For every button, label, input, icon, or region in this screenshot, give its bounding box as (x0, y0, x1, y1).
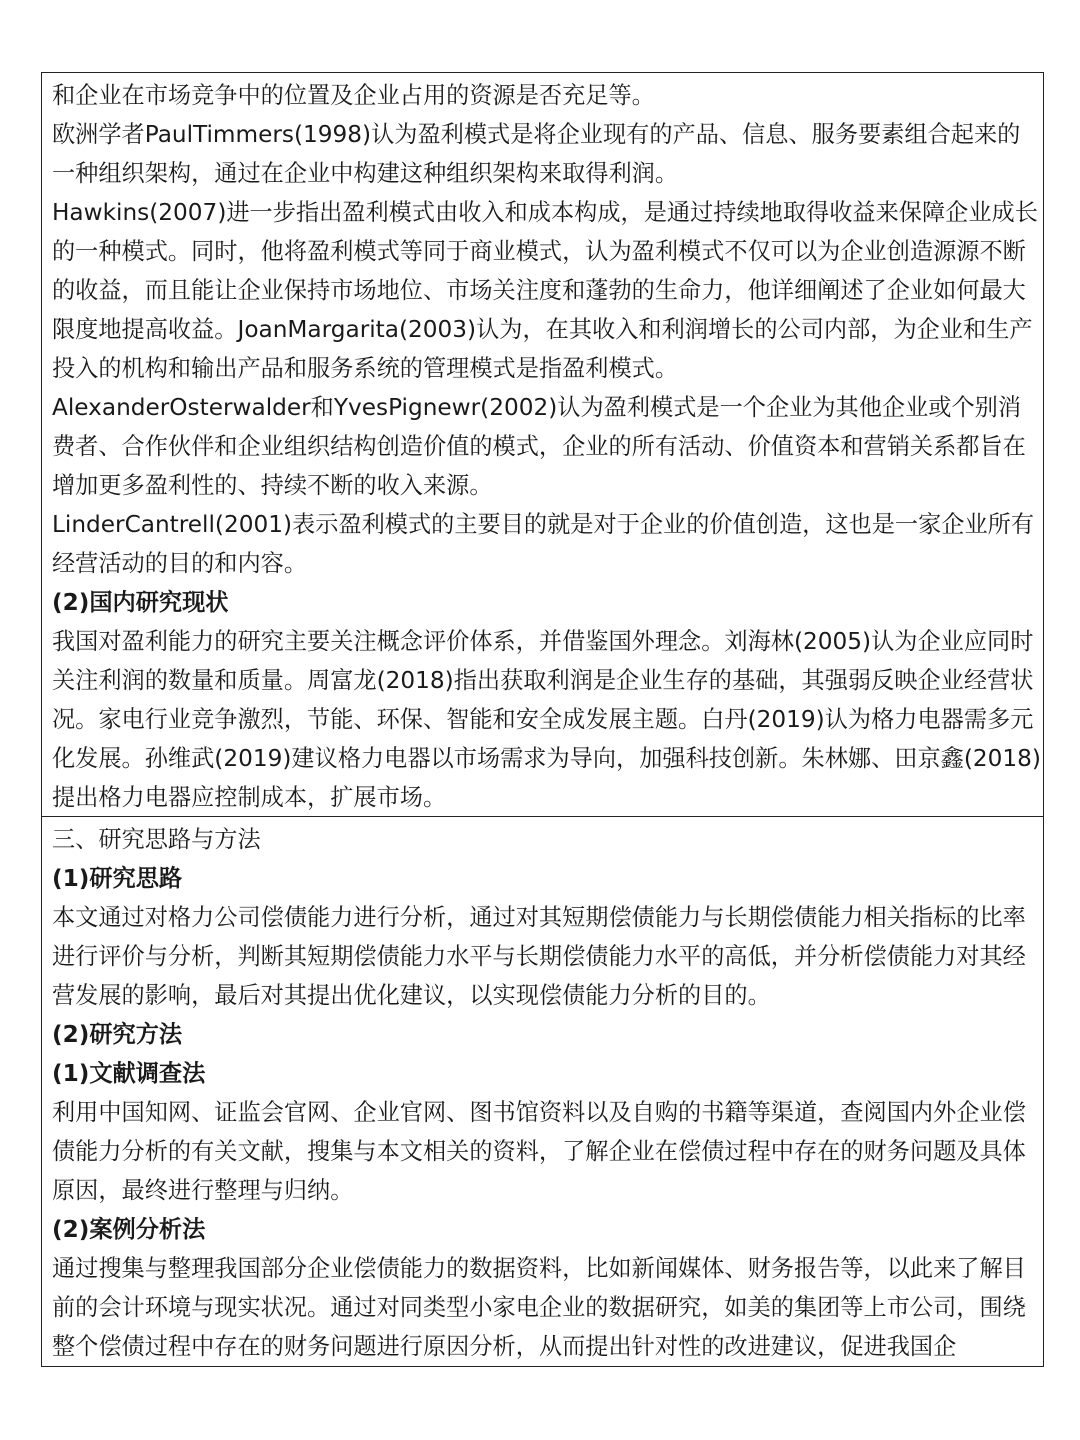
case-analysis-text: 通过搜集与整理我国部分企业偿债能力的数据资料，比如新闻媒体、财务报告等，以此来了解目前的会计环境与现实状况。通过对同类型小家电企业的数据研究，如美的集团等上市公司，围绕整个偿债过程中存在的财务问题进行原因分析，从而提出针对性的改进建议，促进我国企 (52, 1255, 1026, 1360)
paragraph-resources: 和企业在市场竞争中的位置及企业占用的资源是否充足等。 (52, 82, 655, 109)
domestic-research-text: 我国对盈利能力的研究主要关注概念评价体系，并借鉴国外理念。刘海林(2005)认为企业应同时关注利润的数量和质量。周富龙(2018)指出获取利润是企业生存的基础，其强弱反映企业经营状况。家电行业竞争激烈，节能、环保、智能和安全成发展主题。白丹(2019)认为格力电器需多元化发展。孙维武(2019)建议格力电器以市场需求为导向，加强科技创新。朱林娜、田京鑫(2018)提出格力电器应控制成本，扩展市场。 (52, 628, 1041, 811)
literature-survey-text: 利用中国知网、证监会官网、企业官网、图书馆资料以及自购的书籍等渠道，查阅国内外企业偿债能力分析的有关文献，搜集与本文相关的资料，了解企业在偿债过程中存在的财务问题及具体原因，最终进行整理与归纳。 (52, 1099, 1026, 1204)
document-table (41, 72, 1044, 1367)
research-methods-cell (42, 817, 1043, 1366)
research-idea-text: 本文通过对格力公司偿债能力进行分析，通过对其短期偿债能力与长期偿债能力相关指标的比率进行评价与分析，判断其短期偿债能力水平与长期偿债能力水平的高低，并分析偿债能力对其经营发展的影响，最后对其提出优化建议，以实现偿债能力分析的目的。 (52, 904, 1026, 1009)
domestic-research-heading: (2)国内研究现状 (52, 589, 229, 616)
research-method-heading: (2)研究方法 (52, 1021, 183, 1048)
paragraph-hawkins: Hawkins(2007)进一步指出盈利模式由收入和成本构成，是通过持续地取得收益来保障企业成长的一种模式。同时，他将盈利模式等同于商业模式，认为盈利模式不仅可以为企业创造源源不断的收益，而且能让企业保持市场地位、市场关注度和蓬勃的生命力，他详细阐述了企业如何最大限度地提高收益。JoanMargarita(2003)认为，在其收入和利润增长的公司内部，为企业和生产投入的机构和输出产品和服务系统的管理模式是指盈利模式。 (52, 199, 1038, 382)
case-analysis-heading: (2)案例分析法 (52, 1216, 206, 1243)
literature-review-cell (42, 73, 1043, 817)
paragraph-timmers: 欧洲学者PaulTimmers(1998)认为盈利模式是将企业现有的产品、信息、服务要素组合起来的一种组织架构，通过在企业中构建这种组织架构来取得利润。 (52, 121, 1021, 187)
paragraph-osterwalder: AlexanderOsterwalder和YvesPignewr(2002)认为盈利模式是一个企业为其他企业或个别消费者、合作伙伴和企业组织结构创造价值的模式，企业的所有活动、价值资本和营销关系都旨在增加更多盈利性的、持续不断的收入来源。 (52, 394, 1026, 499)
research-idea-heading: (1)研究思路 (52, 865, 183, 892)
paragraph-linder: LinderCantrell(2001)表示盈利模式的主要目的就是对于企业的价值创造，这也是一家企业所有经营活动的目的和内容。 (52, 511, 1035, 577)
section-title: 三、研究思路与方法 (52, 826, 261, 853)
literature-survey-heading: (1)文献调查法 (52, 1060, 206, 1087)
